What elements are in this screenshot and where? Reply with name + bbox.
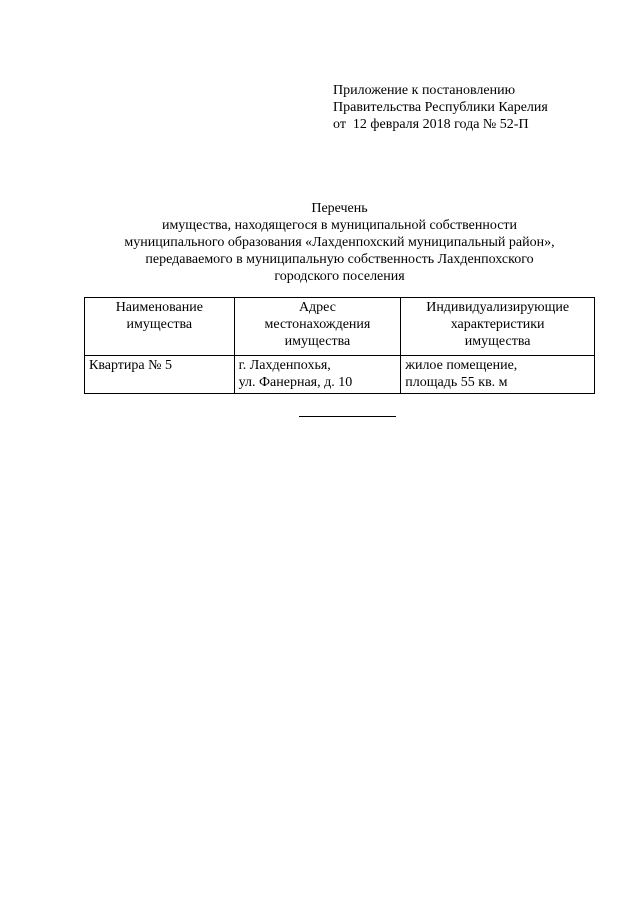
appendix-line: от 12 февраля 2018 года № 52-П [333, 117, 529, 132]
cell-characteristics [401, 356, 595, 394]
title-heading: Перечень [311, 201, 368, 216]
header-line: характеристики [450, 317, 545, 332]
closing-rule [299, 416, 396, 417]
cell-line: Квартира № 5 [89, 358, 172, 373]
cell-line: ул. Фанерная, д. 10 [238, 375, 353, 390]
document-title [84, 200, 595, 285]
title-line: городского поселения [274, 269, 405, 284]
appendix-note [333, 82, 548, 133]
table-row [85, 356, 595, 394]
title-line: имущества, находящегося в муниципальной собственности [161, 218, 518, 233]
cell-line: жилое помещение, [405, 358, 518, 373]
header-characteristics [401, 298, 595, 356]
header-line: имущества [464, 334, 531, 349]
header-line: Адрес [298, 300, 336, 315]
cell-line: г. Лахденпохья, [238, 358, 331, 373]
table-header-row [85, 298, 595, 356]
header-line: местонахождения [264, 317, 371, 332]
header-address [234, 298, 401, 356]
cell-name [85, 356, 235, 394]
header-line: Наименование [115, 300, 203, 315]
title-line: передаваемого в муниципальную собственность Лахденпохского [145, 252, 534, 267]
header-line: имущества [284, 334, 351, 349]
cell-line: площадь 55 кв. м [405, 375, 508, 390]
title-line: муниципального образования «Лахденпохский муниципальный район», [124, 235, 555, 250]
cell-address [234, 356, 401, 394]
appendix-line: Приложение к постановлению [333, 83, 516, 98]
property-table [84, 297, 595, 394]
header-line: имущества [126, 317, 193, 332]
header-name [85, 298, 235, 356]
header-line: Индивидуализирующие [426, 300, 570, 315]
appendix-line: Правительства Республики Карелия [333, 100, 548, 115]
